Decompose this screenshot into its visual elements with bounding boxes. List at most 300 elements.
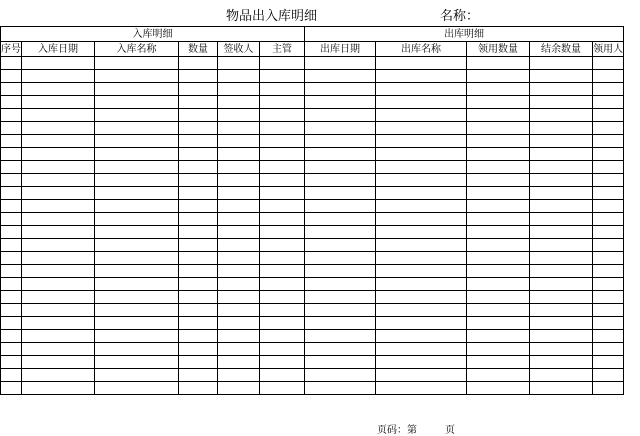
table-cell[interactable] xyxy=(1,369,22,382)
table-cell[interactable] xyxy=(95,83,179,96)
table-cell[interactable] xyxy=(95,278,179,291)
table-cell[interactable] xyxy=(467,369,530,382)
table-cell[interactable] xyxy=(376,200,467,213)
table-cell[interactable] xyxy=(376,187,467,200)
table-cell[interactable] xyxy=(530,161,593,174)
table-cell[interactable] xyxy=(22,57,95,70)
table-cell[interactable] xyxy=(305,109,376,122)
table-cell[interactable] xyxy=(467,109,530,122)
table-cell[interactable] xyxy=(218,356,260,369)
table-cell[interactable] xyxy=(467,356,530,369)
table-cell[interactable] xyxy=(530,265,593,278)
table-cell[interactable] xyxy=(305,317,376,330)
table-cell[interactable] xyxy=(376,317,467,330)
table-cell[interactable] xyxy=(22,109,95,122)
table-cell[interactable] xyxy=(1,278,22,291)
table-cell[interactable] xyxy=(530,200,593,213)
table-cell[interactable] xyxy=(530,369,593,382)
table-row xyxy=(1,265,624,278)
table-cell[interactable] xyxy=(593,252,624,265)
table-cell[interactable] xyxy=(467,226,530,239)
table-cell[interactable] xyxy=(593,356,624,369)
table-cell[interactable] xyxy=(260,265,305,278)
table-cell[interactable] xyxy=(260,83,305,96)
table-cell[interactable] xyxy=(593,239,624,252)
table-cell[interactable] xyxy=(305,304,376,317)
table-cell[interactable] xyxy=(22,343,95,356)
table-cell[interactable] xyxy=(95,96,179,109)
table-cell[interactable] xyxy=(305,70,376,83)
table-cell[interactable] xyxy=(376,343,467,356)
table-cell[interactable] xyxy=(218,70,260,83)
table-cell[interactable] xyxy=(593,83,624,96)
table-cell[interactable] xyxy=(22,96,95,109)
table-cell[interactable] xyxy=(22,122,95,135)
table-cell[interactable] xyxy=(376,83,467,96)
table-cell[interactable] xyxy=(260,213,305,226)
table-cell[interactable] xyxy=(467,96,530,109)
table-cell[interactable] xyxy=(305,187,376,200)
table-cell[interactable] xyxy=(467,57,530,70)
table-cell[interactable] xyxy=(218,291,260,304)
table-cell[interactable] xyxy=(376,330,467,343)
table-cell[interactable] xyxy=(22,161,95,174)
table-cell[interactable] xyxy=(376,148,467,161)
table-cell[interactable] xyxy=(376,57,467,70)
table-cell[interactable] xyxy=(530,213,593,226)
table-cell[interactable] xyxy=(179,291,218,304)
table-cell[interactable] xyxy=(376,252,467,265)
table-cell[interactable] xyxy=(467,265,530,278)
table-cell[interactable] xyxy=(95,200,179,213)
table-cell[interactable] xyxy=(95,122,179,135)
table-cell[interactable] xyxy=(260,252,305,265)
table-cell[interactable] xyxy=(260,291,305,304)
table-cell[interactable] xyxy=(1,291,22,304)
table-cell[interactable] xyxy=(305,343,376,356)
table-cell[interactable] xyxy=(260,226,305,239)
table-cell[interactable] xyxy=(376,369,467,382)
table-cell[interactable] xyxy=(95,187,179,200)
table-cell[interactable] xyxy=(376,304,467,317)
table-cell[interactable] xyxy=(593,109,624,122)
table-cell[interactable] xyxy=(305,330,376,343)
inbound-section-header: 入库明细 xyxy=(1,27,305,42)
table-cell[interactable] xyxy=(22,291,95,304)
table-row xyxy=(1,187,624,200)
table-cell[interactable] xyxy=(530,304,593,317)
table-cell[interactable] xyxy=(218,317,260,330)
table-cell[interactable] xyxy=(593,382,624,395)
table-cell[interactable] xyxy=(1,356,22,369)
table-cell[interactable] xyxy=(593,213,624,226)
table-cell[interactable] xyxy=(260,343,305,356)
table-cell[interactable] xyxy=(593,57,624,70)
table-cell[interactable] xyxy=(260,356,305,369)
table-cell[interactable] xyxy=(218,135,260,148)
table-cell[interactable] xyxy=(179,252,218,265)
table-cell[interactable] xyxy=(376,161,467,174)
table-cell[interactable] xyxy=(95,252,179,265)
table-cell[interactable] xyxy=(530,83,593,96)
table-cell[interactable] xyxy=(593,200,624,213)
table-cell[interactable] xyxy=(179,317,218,330)
table-cell[interactable] xyxy=(1,252,22,265)
table-cell[interactable] xyxy=(376,213,467,226)
table-cell[interactable] xyxy=(260,109,305,122)
table-cell[interactable] xyxy=(305,174,376,187)
table-cell[interactable] xyxy=(95,343,179,356)
table-cell[interactable] xyxy=(1,213,22,226)
table-row xyxy=(1,278,624,291)
table-row xyxy=(1,317,624,330)
table-cell[interactable] xyxy=(530,382,593,395)
table-cell[interactable] xyxy=(1,330,22,343)
table-cell[interactable] xyxy=(179,239,218,252)
table-cell[interactable] xyxy=(260,330,305,343)
table-cell[interactable] xyxy=(179,278,218,291)
table-cell[interactable] xyxy=(218,174,260,187)
table-cell[interactable] xyxy=(95,369,179,382)
table-cell[interactable] xyxy=(218,330,260,343)
table-cell[interactable] xyxy=(467,291,530,304)
table-row xyxy=(1,343,624,356)
table-cell[interactable] xyxy=(530,96,593,109)
table-cell[interactable] xyxy=(22,356,95,369)
table-cell[interactable] xyxy=(95,239,179,252)
table-cell[interactable] xyxy=(260,148,305,161)
table-cell[interactable] xyxy=(95,356,179,369)
table-cell[interactable] xyxy=(530,187,593,200)
table-cell[interactable] xyxy=(467,317,530,330)
table-cell[interactable] xyxy=(530,148,593,161)
table-cell[interactable] xyxy=(530,330,593,343)
table-cell[interactable] xyxy=(179,109,218,122)
table-cell[interactable] xyxy=(305,369,376,382)
table-cell[interactable] xyxy=(467,304,530,317)
table-cell[interactable] xyxy=(593,161,624,174)
table-cell[interactable] xyxy=(179,265,218,278)
table-cell[interactable] xyxy=(95,304,179,317)
table-cell[interactable] xyxy=(218,83,260,96)
table-cell[interactable] xyxy=(179,187,218,200)
table-cell[interactable] xyxy=(95,148,179,161)
table-cell[interactable] xyxy=(467,278,530,291)
table-cell[interactable] xyxy=(179,226,218,239)
table-cell[interactable] xyxy=(218,200,260,213)
table-cell[interactable] xyxy=(22,265,95,278)
table-cell[interactable] xyxy=(95,330,179,343)
table-cell[interactable] xyxy=(593,265,624,278)
table-cell[interactable] xyxy=(305,57,376,70)
table-cell[interactable] xyxy=(376,70,467,83)
table-cell[interactable] xyxy=(260,278,305,291)
table-cell[interactable] xyxy=(467,343,530,356)
table-cell[interactable] xyxy=(218,239,260,252)
table-cell[interactable] xyxy=(22,317,95,330)
table-cell[interactable] xyxy=(593,317,624,330)
table-cell[interactable] xyxy=(260,304,305,317)
table-cell[interactable] xyxy=(179,83,218,96)
page-label: 页码：第 xyxy=(377,425,417,436)
table-cell[interactable] xyxy=(376,265,467,278)
table-cell[interactable] xyxy=(593,148,624,161)
table-cell[interactable] xyxy=(530,278,593,291)
table-cell[interactable] xyxy=(218,148,260,161)
table-cell[interactable] xyxy=(95,109,179,122)
table-cell[interactable] xyxy=(467,187,530,200)
table-cell[interactable] xyxy=(179,382,218,395)
table-cell[interactable] xyxy=(260,187,305,200)
table-cell[interactable] xyxy=(376,291,467,304)
table-cell[interactable] xyxy=(593,135,624,148)
table-cell[interactable] xyxy=(260,96,305,109)
table-cell[interactable] xyxy=(218,57,260,70)
table-cell[interactable] xyxy=(95,57,179,70)
table-cell[interactable] xyxy=(1,122,22,135)
table-cell[interactable] xyxy=(22,83,95,96)
table-cell[interactable] xyxy=(530,226,593,239)
table-cell[interactable] xyxy=(179,369,218,382)
table-cell[interactable] xyxy=(593,291,624,304)
table-cell[interactable] xyxy=(260,70,305,83)
table-cell[interactable] xyxy=(376,226,467,239)
table-cell[interactable] xyxy=(1,109,22,122)
table-cell[interactable] xyxy=(218,122,260,135)
table-cell[interactable] xyxy=(260,382,305,395)
table-cell[interactable] xyxy=(218,109,260,122)
table-cell[interactable] xyxy=(179,200,218,213)
table-cell[interactable] xyxy=(593,304,624,317)
table-cell[interactable] xyxy=(1,265,22,278)
table-cell[interactable] xyxy=(22,226,95,239)
table-cell[interactable] xyxy=(179,174,218,187)
table-cell[interactable] xyxy=(22,70,95,83)
table-cell[interactable] xyxy=(179,213,218,226)
table-cell[interactable] xyxy=(95,135,179,148)
table-cell[interactable] xyxy=(376,278,467,291)
table-cell[interactable] xyxy=(305,382,376,395)
col-header-balance-quantity: 结余数量 xyxy=(530,42,593,57)
table-cell[interactable] xyxy=(179,356,218,369)
table-cell[interactable] xyxy=(1,57,22,70)
table-cell[interactable] xyxy=(530,343,593,356)
table-cell[interactable] xyxy=(95,382,179,395)
table-cell[interactable] xyxy=(260,122,305,135)
table-cell[interactable] xyxy=(95,161,179,174)
table-cell[interactable] xyxy=(1,200,22,213)
table-cell[interactable] xyxy=(1,135,22,148)
table-cell[interactable] xyxy=(593,278,624,291)
table-cell[interactable] xyxy=(305,278,376,291)
table-cell[interactable] xyxy=(1,343,22,356)
table-cell[interactable] xyxy=(179,330,218,343)
table-cell[interactable] xyxy=(593,174,624,187)
table-cell[interactable] xyxy=(305,96,376,109)
table-cell[interactable] xyxy=(376,239,467,252)
table-cell[interactable] xyxy=(305,135,376,148)
table-cell[interactable] xyxy=(22,148,95,161)
table-cell[interactable] xyxy=(305,200,376,213)
table-cell[interactable] xyxy=(22,369,95,382)
table-cell[interactable] xyxy=(467,83,530,96)
table-cell[interactable] xyxy=(179,343,218,356)
table-cell[interactable] xyxy=(593,369,624,382)
table-cell[interactable] xyxy=(467,213,530,226)
table-cell[interactable] xyxy=(530,356,593,369)
table-cell[interactable] xyxy=(530,57,593,70)
table-cell[interactable] xyxy=(305,213,376,226)
table-cell[interactable] xyxy=(1,239,22,252)
table-cell[interactable] xyxy=(376,96,467,109)
table-cell[interactable] xyxy=(1,148,22,161)
table-cell[interactable] xyxy=(305,265,376,278)
table-cell[interactable] xyxy=(179,148,218,161)
table-cell[interactable] xyxy=(376,356,467,369)
table-cell[interactable] xyxy=(530,70,593,83)
table-cell[interactable] xyxy=(593,343,624,356)
table-row xyxy=(1,356,624,369)
table-cell[interactable] xyxy=(530,239,593,252)
table-cell[interactable] xyxy=(593,226,624,239)
table-cell[interactable] xyxy=(467,330,530,343)
table-cell[interactable] xyxy=(467,174,530,187)
table-cell[interactable] xyxy=(218,304,260,317)
table-cell[interactable] xyxy=(467,135,530,148)
table-cell[interactable] xyxy=(1,161,22,174)
table-cell[interactable] xyxy=(305,161,376,174)
table-cell[interactable] xyxy=(260,239,305,252)
table-cell[interactable] xyxy=(376,382,467,395)
table-cell[interactable] xyxy=(95,226,179,239)
table-cell[interactable] xyxy=(305,239,376,252)
table-cell[interactable] xyxy=(179,57,218,70)
table-cell[interactable] xyxy=(305,226,376,239)
table-cell[interactable] xyxy=(1,174,22,187)
table-cell[interactable] xyxy=(1,226,22,239)
table-cell[interactable] xyxy=(22,239,95,252)
table-cell[interactable] xyxy=(22,252,95,265)
table-cell[interactable] xyxy=(218,343,260,356)
table-cell[interactable] xyxy=(1,317,22,330)
table-cell[interactable] xyxy=(305,83,376,96)
table-cell[interactable] xyxy=(530,109,593,122)
table-cell[interactable] xyxy=(530,135,593,148)
table-cell[interactable] xyxy=(179,161,218,174)
table-cell[interactable] xyxy=(467,122,530,135)
table-cell[interactable] xyxy=(530,252,593,265)
table-cell[interactable] xyxy=(179,70,218,83)
table-cell[interactable] xyxy=(376,135,467,148)
table-cell[interactable] xyxy=(1,96,22,109)
table-cell[interactable] xyxy=(95,265,179,278)
table-cell[interactable] xyxy=(467,161,530,174)
table-cell[interactable] xyxy=(305,356,376,369)
table-cell[interactable] xyxy=(218,382,260,395)
col-header-receiver: 签收人 xyxy=(218,42,260,57)
table-cell[interactable] xyxy=(218,252,260,265)
table-cell[interactable] xyxy=(593,70,624,83)
table-cell[interactable] xyxy=(260,161,305,174)
table-cell[interactable] xyxy=(95,174,179,187)
table-cell[interactable] xyxy=(260,174,305,187)
table-cell[interactable] xyxy=(1,187,22,200)
name-label: 名称： xyxy=(440,9,480,24)
table-cell[interactable] xyxy=(95,213,179,226)
table-cell[interactable] xyxy=(467,239,530,252)
table-cell[interactable] xyxy=(260,135,305,148)
table-cell[interactable] xyxy=(305,252,376,265)
table-cell[interactable] xyxy=(530,174,593,187)
table-cell[interactable] xyxy=(95,291,179,304)
table-cell[interactable] xyxy=(95,70,179,83)
table-cell[interactable] xyxy=(467,70,530,83)
table-cell[interactable] xyxy=(593,96,624,109)
table-cell[interactable] xyxy=(22,278,95,291)
table-cell[interactable] xyxy=(305,148,376,161)
table-cell[interactable] xyxy=(376,122,467,135)
table-cell[interactable] xyxy=(179,122,218,135)
table-row xyxy=(1,213,624,226)
table-cell[interactable] xyxy=(22,135,95,148)
table-cell[interactable] xyxy=(22,213,95,226)
table-cell[interactable] xyxy=(467,252,530,265)
table-cell[interactable] xyxy=(1,70,22,83)
table-cell[interactable] xyxy=(260,57,305,70)
table-cell[interactable] xyxy=(530,122,593,135)
table-cell[interactable] xyxy=(260,369,305,382)
table-cell[interactable] xyxy=(179,96,218,109)
table-cell[interactable] xyxy=(22,174,95,187)
table-cell[interactable] xyxy=(467,148,530,161)
table-cell[interactable] xyxy=(218,213,260,226)
table-cell[interactable] xyxy=(22,187,95,200)
table-row xyxy=(1,57,624,70)
table-cell[interactable] xyxy=(95,317,179,330)
table-cell[interactable] xyxy=(1,382,22,395)
table-cell[interactable] xyxy=(376,174,467,187)
table-cell[interactable] xyxy=(467,200,530,213)
table-cell[interactable] xyxy=(218,96,260,109)
table-cell[interactable] xyxy=(218,278,260,291)
table-cell[interactable] xyxy=(218,161,260,174)
table-cell[interactable] xyxy=(305,122,376,135)
table-cell[interactable] xyxy=(218,187,260,200)
table-cell[interactable] xyxy=(179,304,218,317)
table-cell[interactable] xyxy=(593,330,624,343)
table-cell[interactable] xyxy=(530,291,593,304)
table-cell[interactable] xyxy=(22,200,95,213)
table-cell[interactable] xyxy=(260,317,305,330)
table-cell[interactable] xyxy=(179,135,218,148)
table-cell[interactable] xyxy=(467,382,530,395)
table-cell[interactable] xyxy=(218,369,260,382)
table-cell[interactable] xyxy=(305,291,376,304)
table-cell[interactable] xyxy=(376,109,467,122)
table-cell[interactable] xyxy=(1,304,22,317)
table-cell[interactable] xyxy=(593,122,624,135)
table-cell[interactable] xyxy=(218,265,260,278)
table-row xyxy=(1,148,624,161)
table-cell[interactable] xyxy=(218,226,260,239)
table-cell[interactable] xyxy=(260,200,305,213)
table-cell[interactable] xyxy=(22,330,95,343)
table-cell[interactable] xyxy=(22,382,95,395)
table-cell[interactable] xyxy=(593,187,624,200)
table-cell[interactable] xyxy=(1,83,22,96)
table-cell[interactable] xyxy=(22,304,95,317)
table-cell[interactable] xyxy=(530,317,593,330)
